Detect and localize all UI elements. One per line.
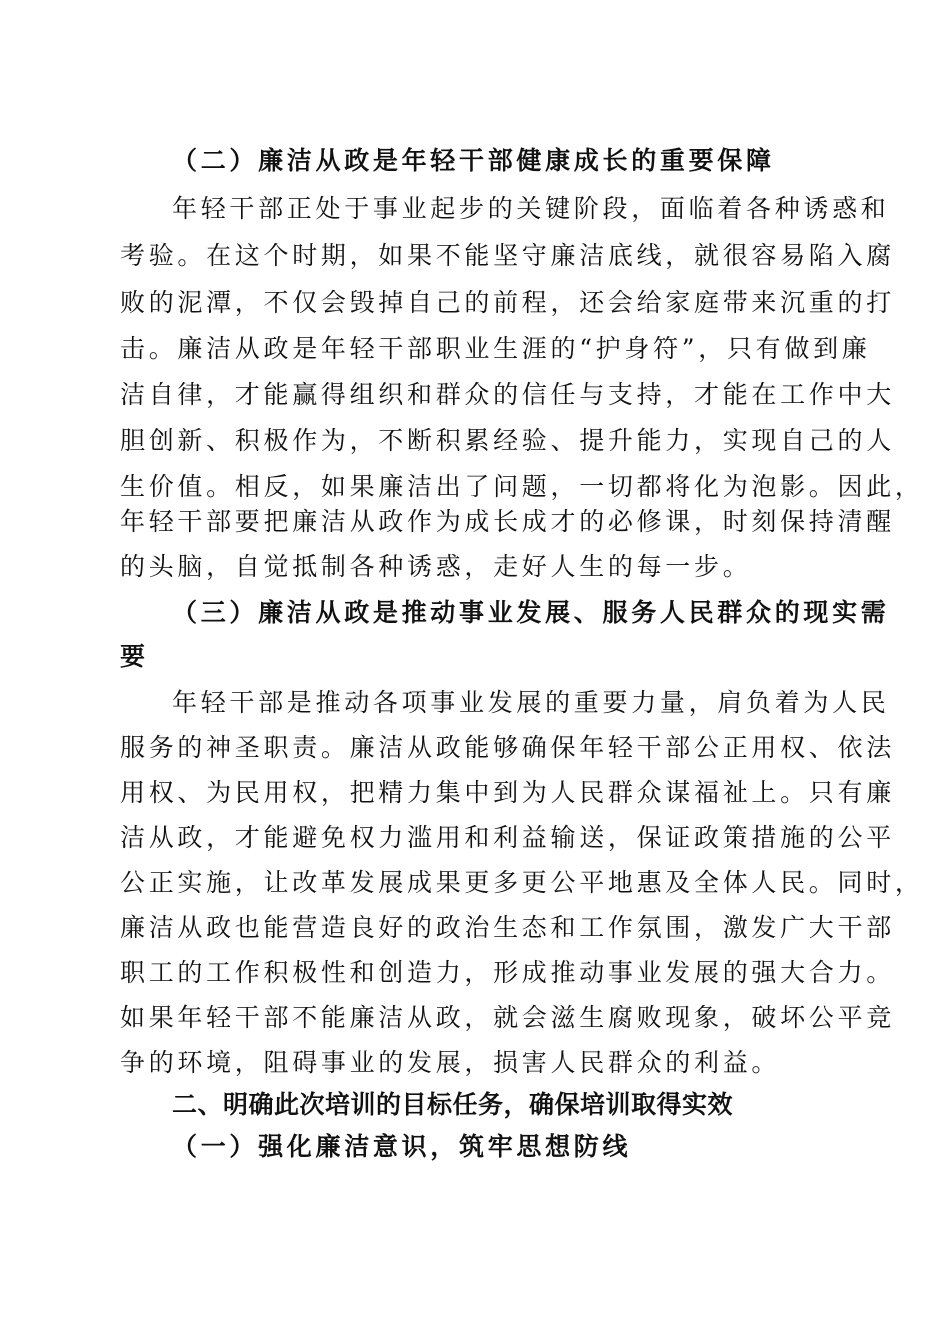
- paragraph-line: 服务的神圣职责。廉洁从政能够确保年轻干部公正用权、依法: [120, 733, 895, 762]
- paragraph-line: 败的泥潭，不仅会毁掉自己的前程，还会给家庭带来沉重的打: [120, 288, 895, 317]
- paragraph-line: 争的环境，阻碍事业的发展，损害人民群众的利益。: [120, 1048, 781, 1077]
- paragraph-line: 年轻干部要把廉洁从政作为成长成才的必修课，时刻保持清醒: [120, 507, 895, 536]
- chapter-heading-2: 二、明确此次培训的目标任务，确保培训取得实效: [172, 1090, 734, 1119]
- paragraph-line: 胆创新、积极作为，不断积累经验、提升能力，实现自己的人: [120, 426, 895, 455]
- paragraph-line: 年轻干部正处于事业起步的关键阶段，面临着各种诱惑和: [172, 194, 890, 223]
- paragraph-line: 考验。在这个时期，如果不能坚守廉洁底线，就很容易陷入腐: [120, 241, 895, 270]
- subsection-heading-1: （一）强化廉洁意识，筑牢思想防线: [172, 1132, 632, 1161]
- paragraph-line: 年轻干部是推动各项事业发展的重要力量，肩负着为人民: [172, 688, 890, 717]
- paragraph-line: 公正实施，让改革发展成果更多更公平地惠及全体人民。同时，: [120, 868, 924, 897]
- paragraph-line: 的头脑，自觉抵制各种诱惑，走好人生的每一步。: [120, 552, 752, 581]
- paragraph-line: 如果年轻干部不能廉洁从政，就会滋生腐败现象，破坏公平竞: [120, 1003, 895, 1032]
- paragraph-line: 击。廉洁从政是年轻干部职业生涯的“护身符”，只有做到廉: [120, 334, 871, 363]
- paragraph-line: 洁从政，才能避免权力滥用和利益输送，保证政策措施的公平: [120, 823, 895, 852]
- paragraph-line: 廉洁从政也能营造良好的政治生态和工作氛围，激发广大干部: [120, 913, 895, 942]
- paragraph-line: 职工的工作积极性和创造力，形成推动事业发展的强大合力。: [120, 958, 895, 987]
- paragraph-line: 用权、为民用权，把精力集中到为人民群众谋福祉上。只有廉: [120, 778, 895, 807]
- section-heading-2: （二）廉洁从政是年轻干部健康成长的重要保障: [172, 146, 775, 175]
- section-heading-3-continuation: 要: [120, 642, 149, 671]
- section-heading-3: （三）廉洁从政是推动事业发展、服务人民群众的现实需: [172, 598, 890, 627]
- paragraph-line: 洁自律，才能赢得组织和群众的信任与支持，才能在工作中大: [120, 380, 895, 409]
- paragraph-line: 生价值。相反，如果廉洁出了问题，一切都将化为泡影。因此，: [120, 472, 924, 501]
